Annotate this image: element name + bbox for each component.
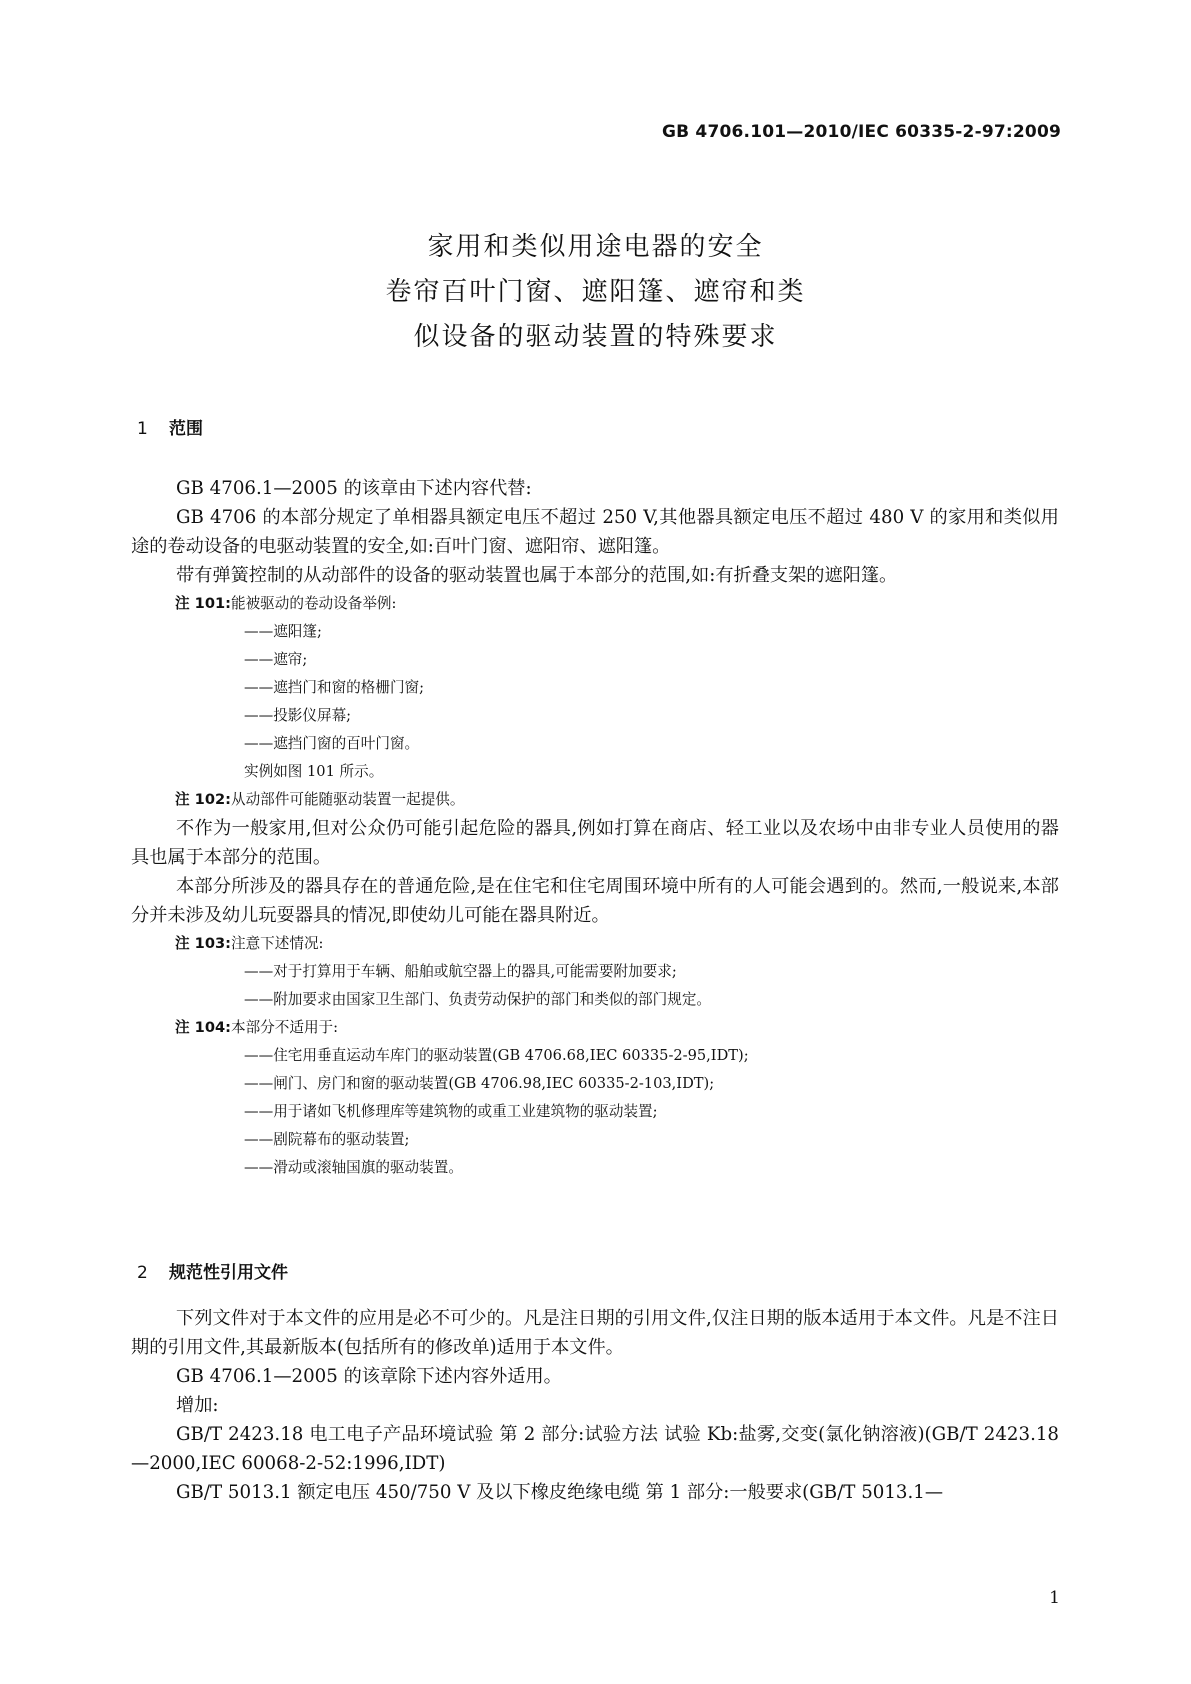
section-1-body — [131, 474, 1059, 1182]
paragraph: 下列文件对于本文件的应用是必不可少的。凡是注日期的引用文件,仅注日期的版本适用于本文件。凡是不注日期的引用文件,其最新版本(包括所有的修改单)适用于本文件。 — [131, 1308, 1059, 1358]
paragraph: GB/T 5013.1 额定电压 450/750 V 及以下橡皮绝缘电缆 第 1 部分:一般要求(GB/T 5013.1— — [176, 1482, 944, 1503]
paragraph: GB 4706 的本部分规定了单相器具额定电压不超过 250 V,其他器具额定电压不超过 480 V 的家用和类似用途的卷动设备的电驱动装置的安全,如:百叶门窗、遮阳帘、遮阳篷。 — [131, 507, 1059, 557]
note-text: 从动部件可能随驱动装置一起提供。 — [230, 791, 465, 808]
list-item: ——住宅用垂直运动车库门的驱动装置(GB 4706.68,IEC 60335-2-95,IDT); — [244, 1047, 749, 1064]
note-103 — [131, 930, 1059, 958]
list-item: ——遮阳篷; — [244, 623, 322, 640]
list-item: ——遮挡门和窗的格栅门窗; — [244, 679, 425, 696]
paragraph: GB/T 2423.18 电工电子产品环境试验 第 2 部分:试验方法 试验 Kb:盐雾,交变(氯化钠溶液)(GB/T 2423.18—2000,IEC 60068-2-52:1996,IDT) — [131, 1424, 1059, 1474]
standard-code-header: GB 4706.101—2010/IEC 60335-2-97:2009 — [662, 122, 1061, 142]
paragraph: 带有弹簧控制的从动部件的设备的驱动装置也属于本部分的范围,如:有折叠支架的遮阳篷。 — [176, 565, 898, 586]
list-item: ——遮挡门窗的百叶门窗。 — [244, 735, 420, 752]
note-102 — [131, 786, 1059, 814]
note-label: 注 103: — [175, 935, 231, 952]
document-title — [0, 225, 1191, 360]
note-label: 注 102: — [175, 791, 231, 808]
list-item: ——用于诸如飞机修理库等建筑物的或重工业建筑物的驱动装置; — [244, 1103, 658, 1120]
section-2-number: 2 — [137, 1263, 148, 1283]
paragraph: 增加: — [176, 1395, 219, 1416]
title-line-3: 似设备的驱动装置的特殊要求 — [413, 322, 778, 352]
list-item: ——附加要求由国家卫生部门、负责劳动保护的部门和类似的部门规定。 — [244, 991, 712, 1008]
paragraph: GB 4706.1—2005 的该章由下述内容代替: — [176, 478, 532, 499]
page-number: 1 — [1049, 1588, 1060, 1608]
list-item: ——闸门、房门和窗的驱动装置(GB 4706.98,IEC 60335-2-103,IDT); — [244, 1075, 715, 1092]
list-item: ——遮帘; — [244, 651, 308, 668]
list-item: 实例如图 101 所示。 — [244, 763, 384, 780]
note-text: 注意下述情况: — [230, 935, 324, 952]
paragraph: GB 4706.1—2005 的该章除下述内容外适用。 — [176, 1366, 562, 1387]
note-101 — [131, 590, 1059, 618]
paragraph: 不作为一般家用,但对公众仍可能引起危险的器具,例如打算在商店、轻工业以及农场中由非专业人员使用的器具也属于本部分的范围。 — [131, 818, 1059, 868]
list-item: ——剧院幕布的驱动装置; — [244, 1131, 410, 1148]
list-item: ——投影仪屏幕; — [244, 707, 352, 724]
section-2-heading — [137, 1258, 288, 1283]
list-item: ——滑动或滚轴国旗的驱动装置。 — [244, 1159, 463, 1176]
title-line-1: 家用和类似用途电器的安全 — [427, 232, 764, 262]
section-1-heading — [137, 414, 203, 439]
note-label: 注 101: — [175, 595, 231, 612]
title-line-2: 卷帘百叶门窗、遮阳篷、遮帘和类 — [385, 277, 806, 307]
section-1-title: 范围 — [169, 419, 203, 439]
note-label: 注 104: — [175, 1019, 231, 1036]
paragraph: 本部分所涉及的器具存在的普通危险,是在住宅和住宅周围环境中所有的人可能会遇到的。然而,一般说来,本部分并未涉及幼儿玩耍器具的情况,即使幼儿可能在器具附近。 — [131, 876, 1059, 926]
note-104 — [131, 1014, 1059, 1042]
section-2-body — [131, 1304, 1059, 1507]
note-text: 能被驱动的卷动设备举例: — [230, 595, 397, 612]
section-2-title: 规范性引用文件 — [169, 1263, 288, 1283]
list-item: ——对于打算用于车辆、船舶或航空器上的器具,可能需要附加要求; — [244, 963, 677, 980]
section-1-number: 1 — [137, 419, 148, 439]
note-text: 本部分不适用于: — [230, 1019, 339, 1036]
